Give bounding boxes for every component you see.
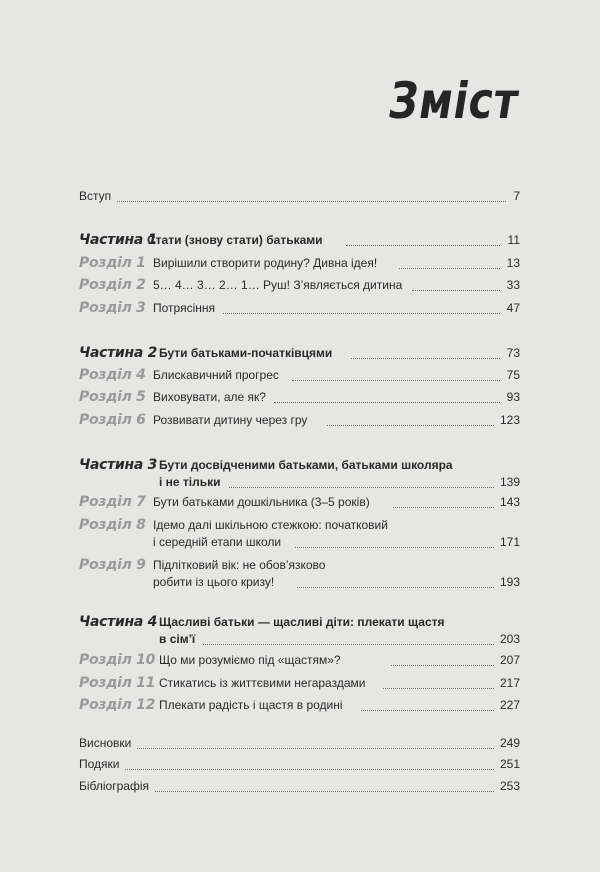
chapter-label: Розділ 11 [79, 675, 156, 691]
chapter-title-line2: робити із цього кризу! [153, 575, 275, 589]
chapter-label: Розділ 4 [79, 367, 146, 383]
toc-page-number: 227 [499, 698, 520, 712]
part-label: Частина 1 [79, 232, 158, 248]
toc-page-number: 143 [499, 495, 520, 509]
part-title: Бути батьками-початківцями [159, 346, 333, 360]
toc-entry-bibliography[interactable] [79, 778, 520, 795]
dot-leader [117, 201, 506, 202]
toc-chapter-2[interactable] [79, 277, 520, 294]
toc-part-4[interactable] [79, 614, 520, 648]
dot-leader [391, 665, 494, 666]
part-title-line2: в сім’ї [159, 632, 196, 646]
page-title: Зміст [389, 72, 518, 130]
chapter-title-line1: Ідемо далі шкільною стежкою: початковий [153, 518, 388, 532]
toc-page-number: 207 [499, 653, 520, 667]
toc-chapter-9[interactable] [79, 557, 520, 591]
chapter-title: Що ми розуміємо під «щастям»? [159, 653, 341, 667]
dot-leader [155, 791, 494, 792]
part-title-line1: Щасливі батьки — щасливі діти: плекати щастя [159, 615, 445, 629]
chapter-label: Розділ 9 [79, 557, 146, 573]
toc-page-number: 203 [499, 632, 520, 646]
chapter-label: Розділ 7 [79, 494, 146, 510]
toc-page-number: 171 [499, 535, 520, 549]
chapter-label: Розділ 8 [79, 517, 146, 533]
chapter-title: Стикатись із життєвими негараздами [159, 676, 366, 690]
chapter-label: Розділ 2 [79, 277, 146, 293]
toc-page-number: 13 [506, 256, 520, 270]
chapter-label: Розділ 3 [79, 300, 146, 316]
toc-page-number: 251 [499, 757, 520, 771]
dot-leader [383, 688, 494, 689]
toc-chapter-1[interactable] [79, 255, 520, 272]
dot-leader [295, 547, 494, 548]
dot-leader [229, 487, 494, 488]
toc-chapter-5[interactable] [79, 389, 520, 406]
chapter-title: Бути батьками дошкільника (3–5 років) [153, 495, 370, 509]
dot-leader [361, 710, 494, 711]
toc-entry-thanks[interactable] [79, 756, 520, 773]
toc-entry-title: Подяки [79, 757, 120, 771]
dot-leader [351, 358, 500, 359]
dot-leader [125, 769, 494, 770]
chapter-title: Блискавичний прогрес [153, 368, 279, 382]
toc-page-number: 139 [499, 475, 520, 489]
toc-page-number: 7 [513, 189, 520, 203]
chapter-label: Розділ 5 [79, 389, 146, 405]
toc-page-number: 73 [506, 346, 520, 360]
toc-page-number: 253 [499, 779, 520, 793]
dot-leader [412, 290, 500, 291]
toc-page-number: 193 [499, 575, 520, 589]
part-label: Частина 4 [79, 614, 158, 630]
chapter-title: Виховувати, але як? [153, 390, 266, 404]
toc-entry-conclusions[interactable] [79, 735, 520, 752]
chapter-title-line2: і середній етапи школи [153, 535, 282, 549]
dot-leader [327, 425, 494, 426]
dot-leader [223, 313, 500, 314]
toc-chapter-11[interactable] [79, 675, 520, 692]
chapter-title: Розвивати дитину через гру [153, 413, 308, 427]
toc-chapter-3[interactable] [79, 300, 520, 317]
toc-chapter-8[interactable] [79, 517, 520, 551]
toc-part-1[interactable] [79, 232, 520, 249]
toc-chapter-4[interactable] [79, 367, 520, 384]
chapter-label: Розділ 6 [79, 412, 146, 428]
part-label: Частина 3 [79, 457, 158, 473]
part-title-line2: і не тільки [159, 475, 221, 489]
toc-chapter-10[interactable] [79, 652, 520, 669]
chapter-title: Плекати радість і щастя в родині [159, 698, 343, 712]
dot-leader [297, 587, 494, 588]
chapter-title-line1: Підлітковий вік: не обов’язково [153, 558, 326, 572]
toc-entry-title: Бібліографія [79, 779, 149, 793]
dot-leader [346, 245, 500, 246]
chapter-title: Потрясіння [153, 301, 215, 315]
chapter-label: Розділ 12 [79, 697, 156, 713]
toc-entry-intro[interactable] [79, 188, 520, 205]
toc-page-number: 249 [499, 736, 520, 750]
chapter-label: Розділ 10 [79, 652, 156, 668]
part-title-line1: Бути досвідченими батьками, батьками школяра [159, 458, 453, 472]
dot-leader [203, 644, 494, 645]
dot-leader [399, 268, 500, 269]
part-label: Частина 2 [79, 345, 158, 361]
chapter-title: Вирішили створити родину? Дивна ідея! [153, 256, 378, 270]
dot-leader [274, 402, 500, 403]
dot-leader [137, 748, 494, 749]
toc-page-number: 123 [499, 413, 520, 427]
toc-page-number: 11 [507, 233, 520, 247]
dot-leader [393, 507, 494, 508]
toc-page-number: 217 [499, 676, 520, 690]
toc-chapter-7[interactable] [79, 494, 520, 511]
toc-page-number: 93 [506, 390, 520, 404]
part-title: Стати (знову стати) батьками [147, 233, 323, 247]
toc-part-2[interactable] [79, 345, 520, 362]
toc-page-number: 75 [506, 368, 520, 382]
dot-leader [292, 380, 500, 381]
chapter-label: Розділ 1 [79, 255, 146, 271]
toc-page-number: 33 [506, 278, 520, 292]
chapter-title: 5… 4… 3… 2… 1… Руш! З’являється дитина [153, 278, 403, 292]
toc-page-number: 47 [506, 301, 520, 315]
toc-chapter-6[interactable] [79, 412, 520, 429]
toc-chapter-12[interactable] [79, 697, 520, 714]
toc-entry-title: Висновки [79, 736, 132, 750]
toc-part-3[interactable] [79, 457, 520, 491]
toc-entry-title: Вступ [79, 189, 112, 203]
